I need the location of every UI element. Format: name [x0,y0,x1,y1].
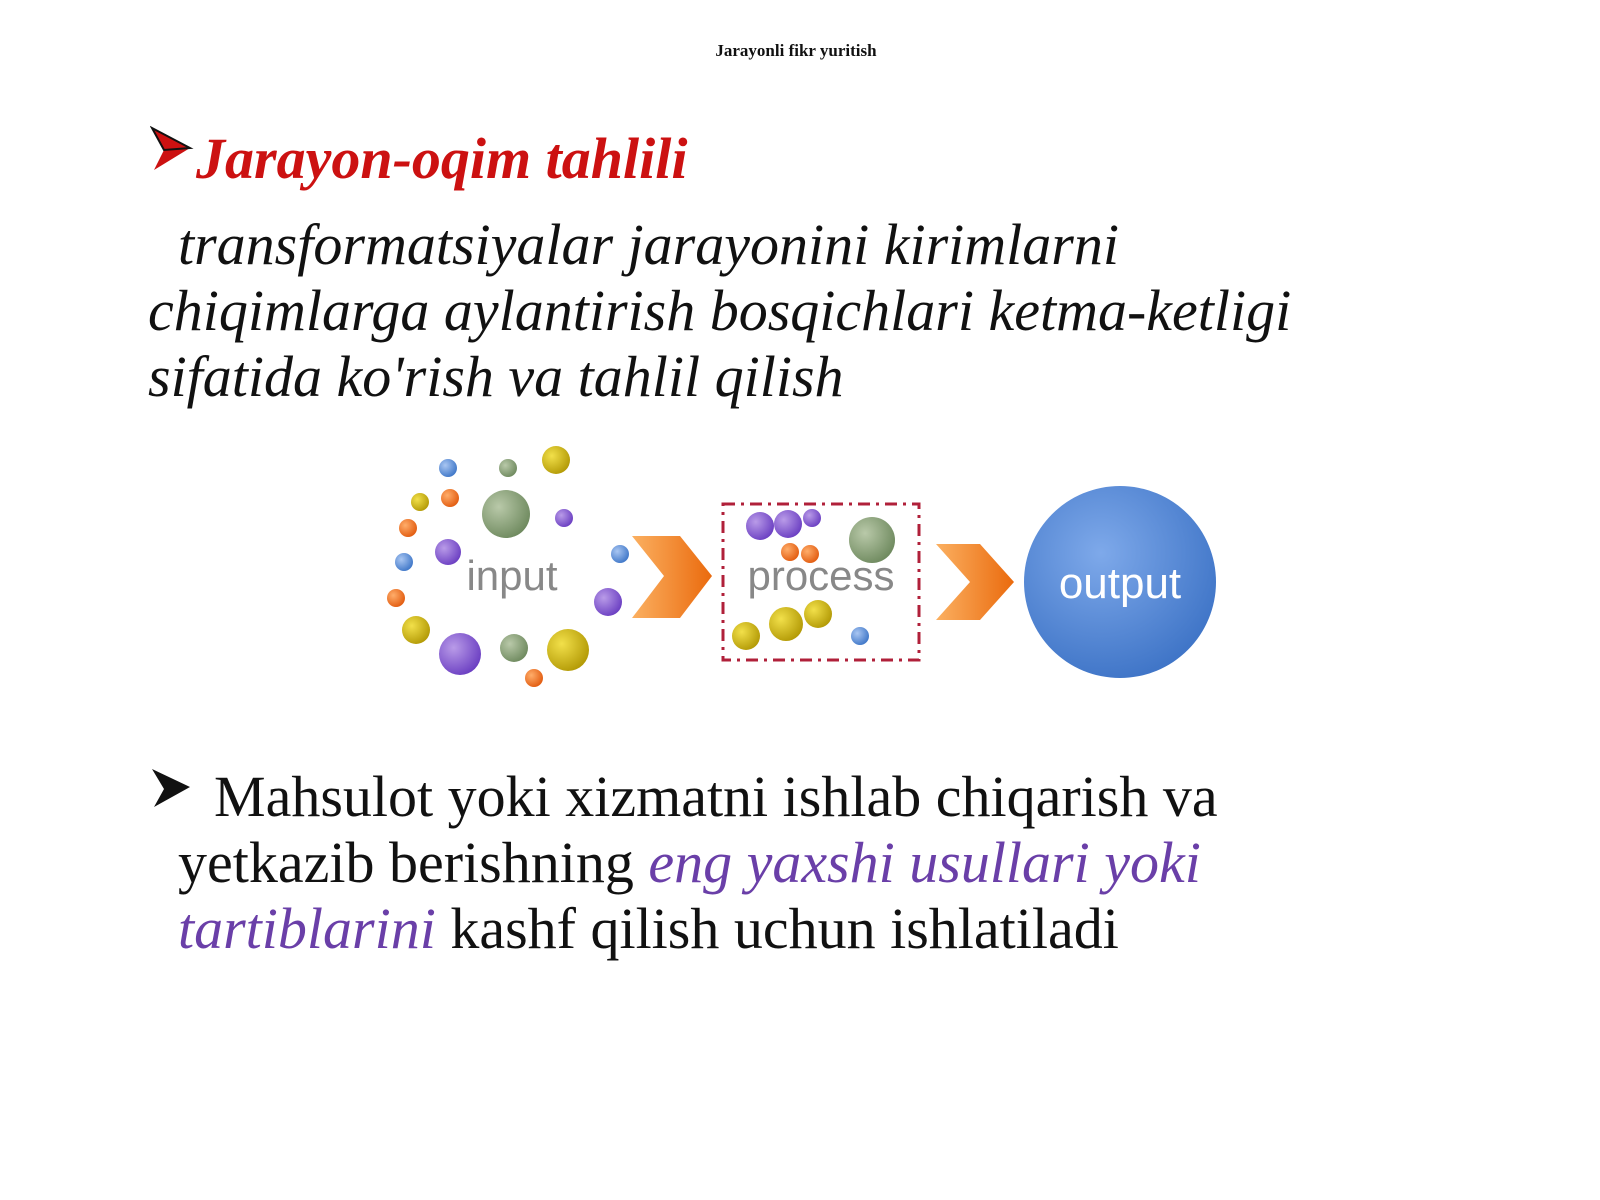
flow-arrow-icon [936,544,1014,620]
section-heading: Jarayon-oqim tahlili [196,126,688,191]
output-label: output [1058,559,1182,608]
usage-emphasis-text: eng yaxshi usullari yoki [648,830,1201,895]
definition-line: transformatsiyalar jarayonini kirimlarni [178,212,1119,277]
definition-text [148,212,1468,410]
usage-line [178,830,1498,896]
arrow-bullet-icon [150,124,194,174]
usage-emphasis-text: tartiblarini [178,896,436,961]
usage-text [178,764,1498,962]
usage-plain-text: yetkazib berishning [178,830,649,895]
usage-line [178,896,1498,962]
input-label: input [466,552,558,599]
definition-line: chiqimlarga aylantirish bosqichlari ketma-ketligi [148,278,1292,343]
flow-arrow-icon [632,536,712,618]
usage-line: Mahsulot yoki xizmatni ishlab chiqarish va [214,764,1218,829]
input-process-output-diagram [380,440,1250,720]
usage-plain-text: kashf qilish uchun ishlatiladi [435,896,1119,961]
definition-line: sifatida ko'rish va tahlil qilish [148,344,844,409]
process-label: process [747,552,895,599]
page-header: Jarayonli fikr yuritish [715,41,877,60]
